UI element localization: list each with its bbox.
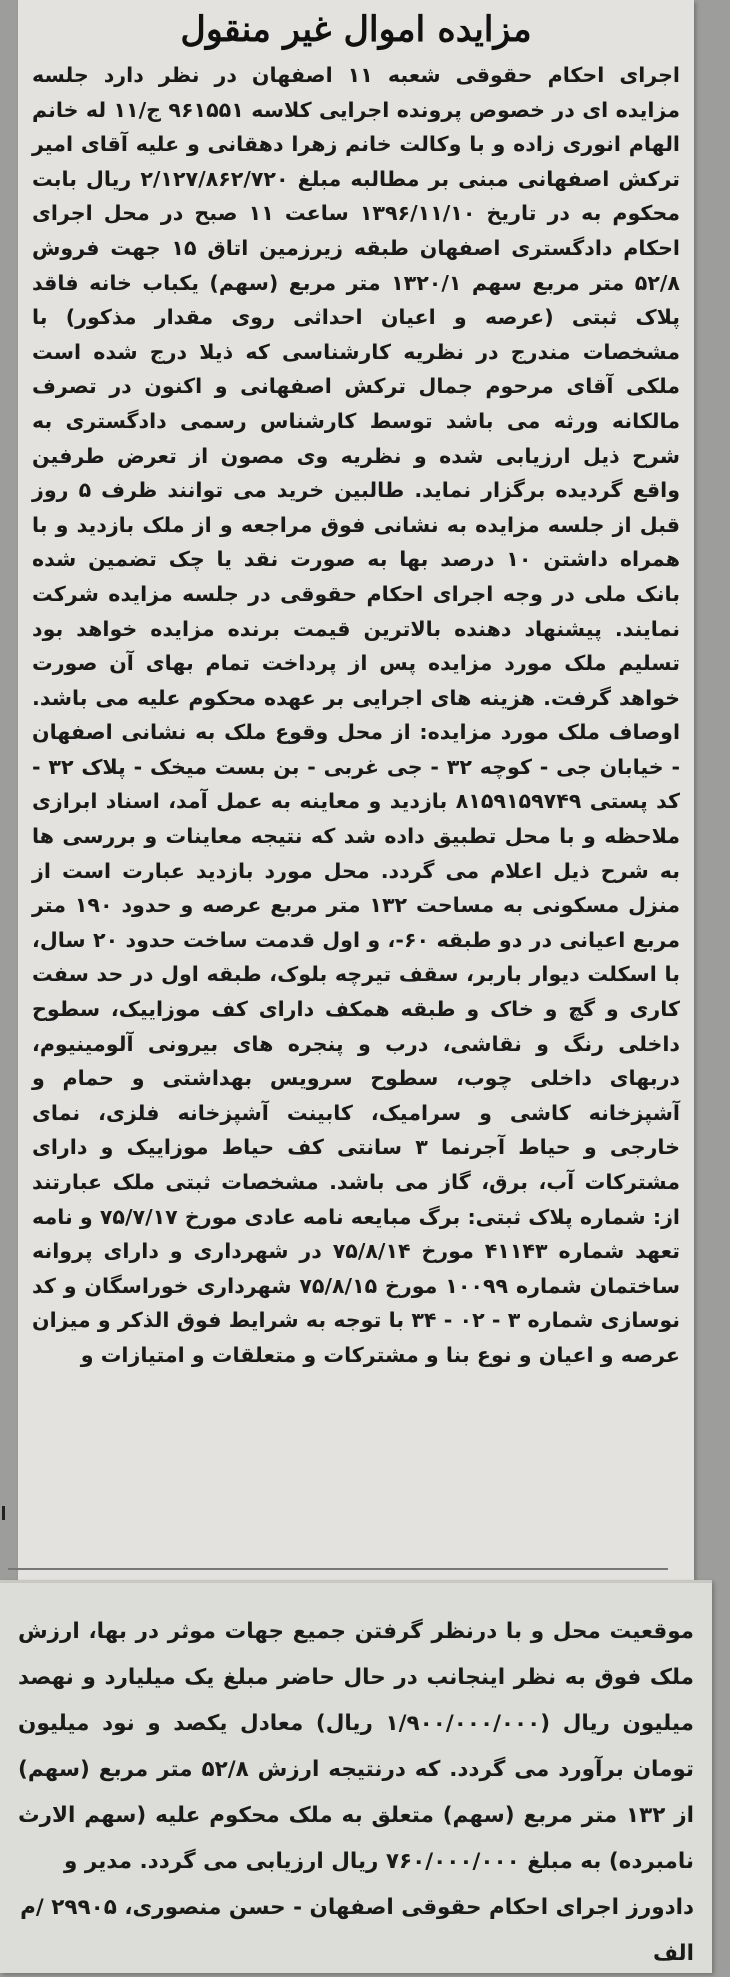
edge-mark <box>2 1506 5 1520</box>
column-divider <box>8 1568 668 1570</box>
notice-signature: دادورز اجرای احکام حقوقی اصفهان - حسن منصوری، ۲۹۹۰۵ /م الف <box>20 1895 694 1966</box>
notice-body-top: اجرای احکام حقوقی شعبه ۱۱ اصفهان در نظر دارد جلسه مزایده ای در خصوص پرونده اجرایی کلاسه ۹۶۱۵۵۱ ج/۱۱ له خانم الهام انوری زاده و با وکالت خانم زهرا دهقانی و علیه آقای امیر ترکش اصفهانی مبنی بر مطالبه مبلغ ۲/۱۲۷/۸۶۲/۷۲۰ ریال بابت محکوم به در تاریخ ۱۳۹۶/۱۱/۱۰ ساعت ۱۱ صبح در محل اجرای احکام دادگستری اصفهان طبقه زیرزمین اتاق ۱۵ جهت فروش ۵۲/۸ متر مربع سهم ۱۳۲۰/۱ متر مربع (سهم) یکباب خانه فاقد پلاک ثبتی (عرصه و اعیان احداثی روی مقدار مذکور) با مشخصات مندرج در نظریه کارشناسی که ذیلا درج شده است ملکی آقای مرحوم جمال ترکش اصفهانی و اکنون در تصرف مالکانه ورثه می باشد توسط کارشناس رسمی دادگستری به شرح ذیل ارزیابی شده و نظریه وی مصون از تعرض طرفین واقع گردیده برگزار نماید. طالبین خرید می توانند ظرف ۵ روز قبل از جلسه مزایده به نشانی فوق مراجعه و از ملک بازدید و با همراه داشتن ۱۰ درصد بها به صورت نقد یا چک تضمین شده بانک ملی در وجه اجرای احکام حقوقی در جلسه مزایده شرکت نمایند. پیشنهاد دهنده بالاترین قیمت برنده مزایده خواهد بود تسلیم ملک مورد مزایده پس از پرداخت تمام بهای آن صورت خواهد گرفت. هزینه های اجرایی بر عهده محکوم علیه می باشد. اوصاف ملک مورد مزایده: از محل وقوع ملک به نشانی اصفهان - خیابان جی - کوچه ۳۲ - جی غربی - بن بست میخک - پلاک ۳۲ - کد پستی ۸۱۵۹۱۵۹۷۴۹ بازدید و معاینه به عمل آمد، اسناد ابرازی ملاحظه و با محل تطبیق داده شد که نتیجه معاینات و بررسی ها به شرح ذیل اعلام می گردد. محل مورد بازدید عبارت است از منزل مسکونی به مساحت ۱۳۲ متر مربع عرصه و حدود ۱۹۰ متر مربع اعیانی در دو طبقه ۶۰-، و اول قدمت ساخت حدود ۲۰ سال، با اسکلت دیوار باربر، سقف تیرچه بلوک، طبقه اول در حد سفت کاری و گچ و خاک و طبقه همکف دارای کف موزاییک، سطوح داخلی رنگ و نقاشی، درب و پنجره های بیرونی آلومینیوم، دربهای داخلی چوب، سطوح سرویس بهداشتی و حمام و آشپزخانه کاشی و سرامیک، کابینت آشپزخانه فلزی، نمای خارجی و حیاط آجرنما ۳ سانتی کف حیاط موزاییک و دارای مشترکات آب، برق، گاز می باشد. مشخصات ثبتی ملک عبارتند از: شماره پلاک ثبتی: برگ مبایعه نامه عادی مورخ ۷۵/۷/۱۷ و نامه تعهد شماره ۴۱۱۴۳ مورخ ۷۵/۸/۱۴ در شهرداری و دارای پروانه ساختمان شماره ۱۰۰۹۹ مورخ ۷۵/۸/۱۵ شهرداری خوراسگان و کد نوسازی شماره ۳ - ۰۲ - ۳۴ با توجه به شرایط فوق الذکر و میزان عرصه و اعیان و نوع بنا و مشترکات و متعلقات و امتیازات و <box>32 63 680 1367</box>
notice-title: مزایده اموال غیر منقول <box>180 9 532 50</box>
notice-clipping-bottom <box>0 1580 712 1973</box>
notice-body-bottom: موقعیت محل و با درنظر گرفتن جمیع جهات موثر در بها، ارزش ملک فوق به نظر اینجانب در حال حاضر مبلغ یک میلیارد و نهصد میلیون ریال (۱/۹۰۰/۰۰۰/۰۰۰ ریال) معادل یکصد و نود میلیون تومان برآورد می گردد. که درنتیجه ارزش ۵۲/۸ متر مربع (سهم) از ۱۳۲ متر مربع (سهم) متعلق به ملک محکوم علیه (سهم الارث نامبرده) به مبلغ ۷۶۰/۰۰۰/۰۰۰ ریال ارزیابی می گردد. مدیر و <box>18 1619 694 1874</box>
notice-clipping-top <box>18 0 694 1580</box>
